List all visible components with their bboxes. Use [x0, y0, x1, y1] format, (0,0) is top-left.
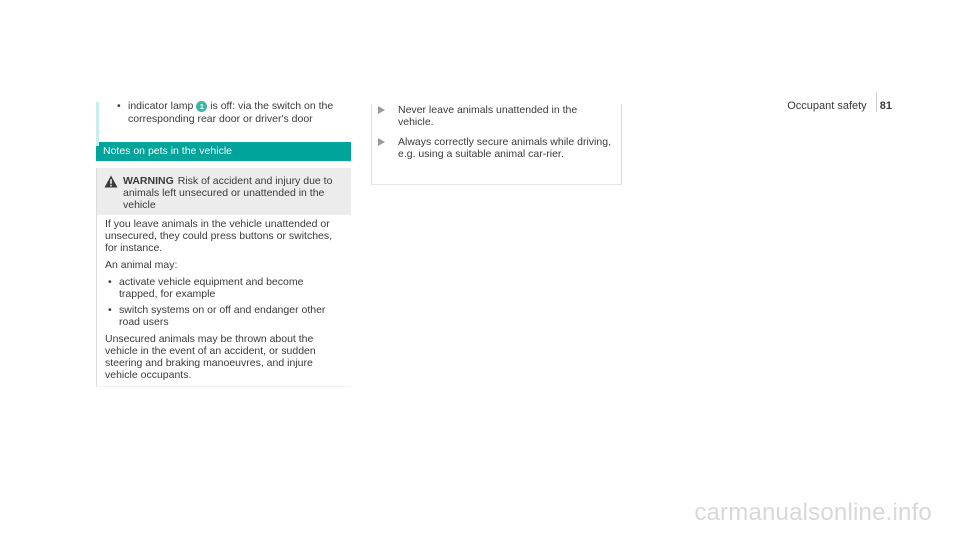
intro-bullet-block: [96, 100, 351, 126]
pets-paragraph-3: Unsecured animals may be thrown about the vehicle in the event of an accident, or sudden steering and braking manoeuvres, and injure vehicle occupants.: [105, 333, 316, 381]
warning-triangle-icon: [104, 175, 118, 188]
callout-number-badge: 1: [196, 101, 207, 112]
section-name: Occupant safety: [787, 100, 867, 112]
warning-label: WARNING: [123, 175, 174, 187]
instruction-text: Never leave animals unattended in the vehicle.: [398, 104, 578, 128]
section-title: Notes on pets in the vehicle: [96, 142, 351, 161]
left-column: [96, 100, 351, 387]
warning-box: [97, 168, 351, 215]
arrow-right-icon: [378, 106, 385, 114]
arrow-right-icon: [378, 138, 385, 146]
pets-body: [97, 215, 351, 381]
page-number: 81: [879, 100, 892, 112]
intro-text-after: is off: via the switch on the corresponding rear door or driver's door: [128, 100, 334, 125]
intro-bullet: [108, 100, 351, 126]
continuation-bar: [96, 102, 99, 146]
list-item: • activate vehicle equipment and become trapped, for example: [105, 276, 343, 300]
pets-paragraph-1: If you leave animals in the vehicle unattended or unsecured, they could press buttons or switches, for instance.: [105, 218, 333, 254]
instruction-item: [372, 136, 621, 160]
instruction-item: [372, 104, 621, 128]
animal-risk-list: [105, 276, 343, 328]
intro-text-before: indicator lamp: [128, 100, 194, 112]
header-divider: [876, 92, 877, 112]
pets-notes-box: [96, 168, 351, 387]
watermark: carmanualsonline.info: [694, 499, 932, 526]
instruction-text: Always correctly secure animals while driving, e.g. using a suitable animal car-rier.: [398, 136, 611, 160]
pets-paragraph-2: An animal may:: [105, 259, 178, 271]
warning-text: Risk of accident and injury due to animals left unsecured or unattended in the vehicle: [123, 175, 333, 211]
instructions-box: [371, 104, 622, 185]
list-item: • switch systems on or off and endanger other road users: [105, 304, 343, 328]
